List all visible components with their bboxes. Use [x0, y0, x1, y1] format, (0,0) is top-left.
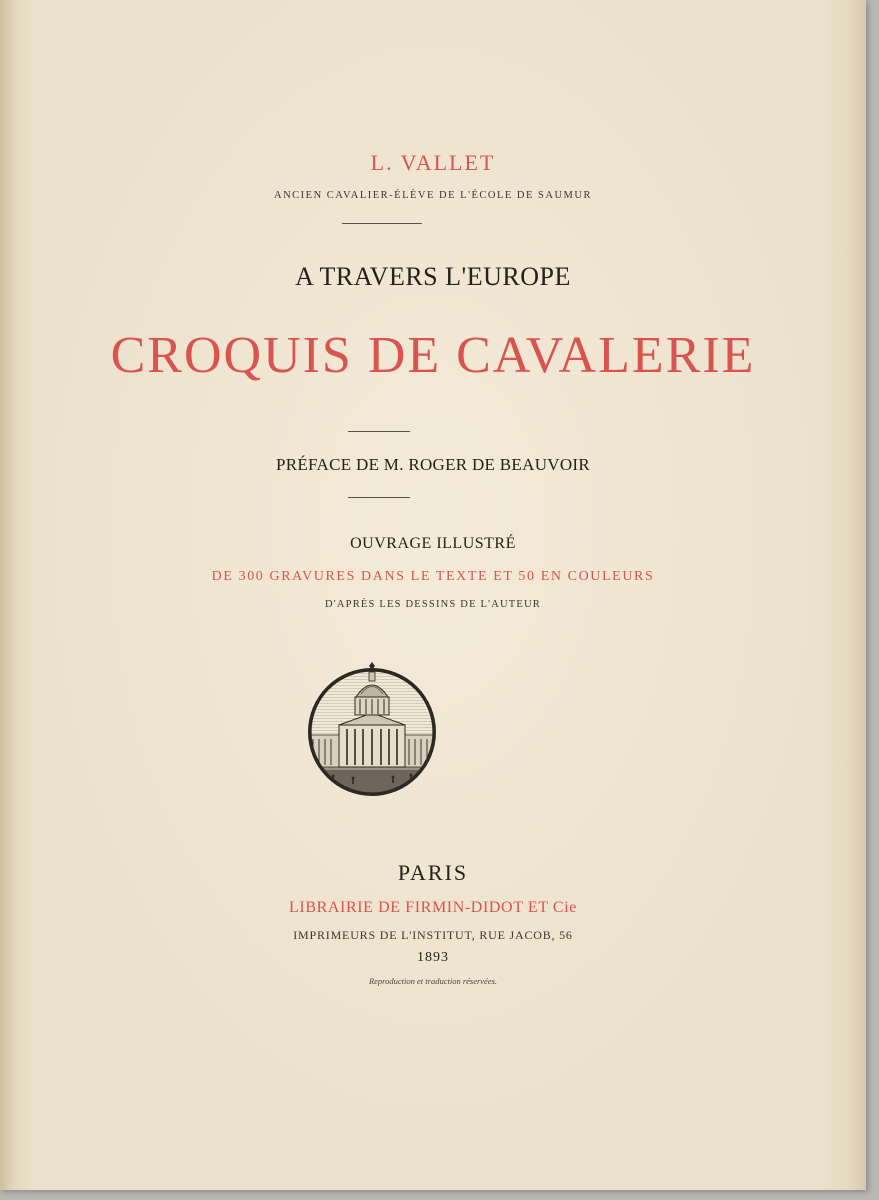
preface-credit: PRÉFACE DE M. ROGER DE BEAUVOIR — [275, 455, 591, 474]
rights-notice: Reproduction et traduction réservées. — [368, 976, 498, 986]
divider-rule — [348, 431, 410, 432]
institut-de-france-engraving-icon — [303, 661, 441, 799]
book-title: CROQUIS DE CAVALERIE — [110, 327, 756, 384]
author-name: L. VALLET — [370, 150, 496, 175]
printer-address: IMPRIMEURS DE L'INSTITUT, RUE JACOB, 56 — [293, 928, 573, 942]
illustration-count: DE 300 GRAVURES DANS LE TEXTE ET 50 EN COULEURS — [211, 569, 655, 584]
publication-year: 1893 — [417, 950, 449, 965]
divider-rule — [342, 223, 422, 224]
illustration-source: D'APRÈS LES DESSINS DE L'AUTEUR — [325, 599, 541, 610]
publisher-name: LIBRAIRIE DE FIRMIN-DIDOT ET Cie — [289, 899, 577, 916]
author-title: ANCIEN CAVALIER-ÉLÈVE DE L'ÉCOLE DE SAUMUR — [274, 190, 592, 201]
illustration-note: OUVRAGE ILLUSTRÉ — [350, 535, 516, 552]
imprint-city: PARIS — [397, 860, 469, 885]
overtitle: A TRAVERS L'EUROPE — [295, 262, 571, 291]
divider-rule — [348, 497, 410, 498]
